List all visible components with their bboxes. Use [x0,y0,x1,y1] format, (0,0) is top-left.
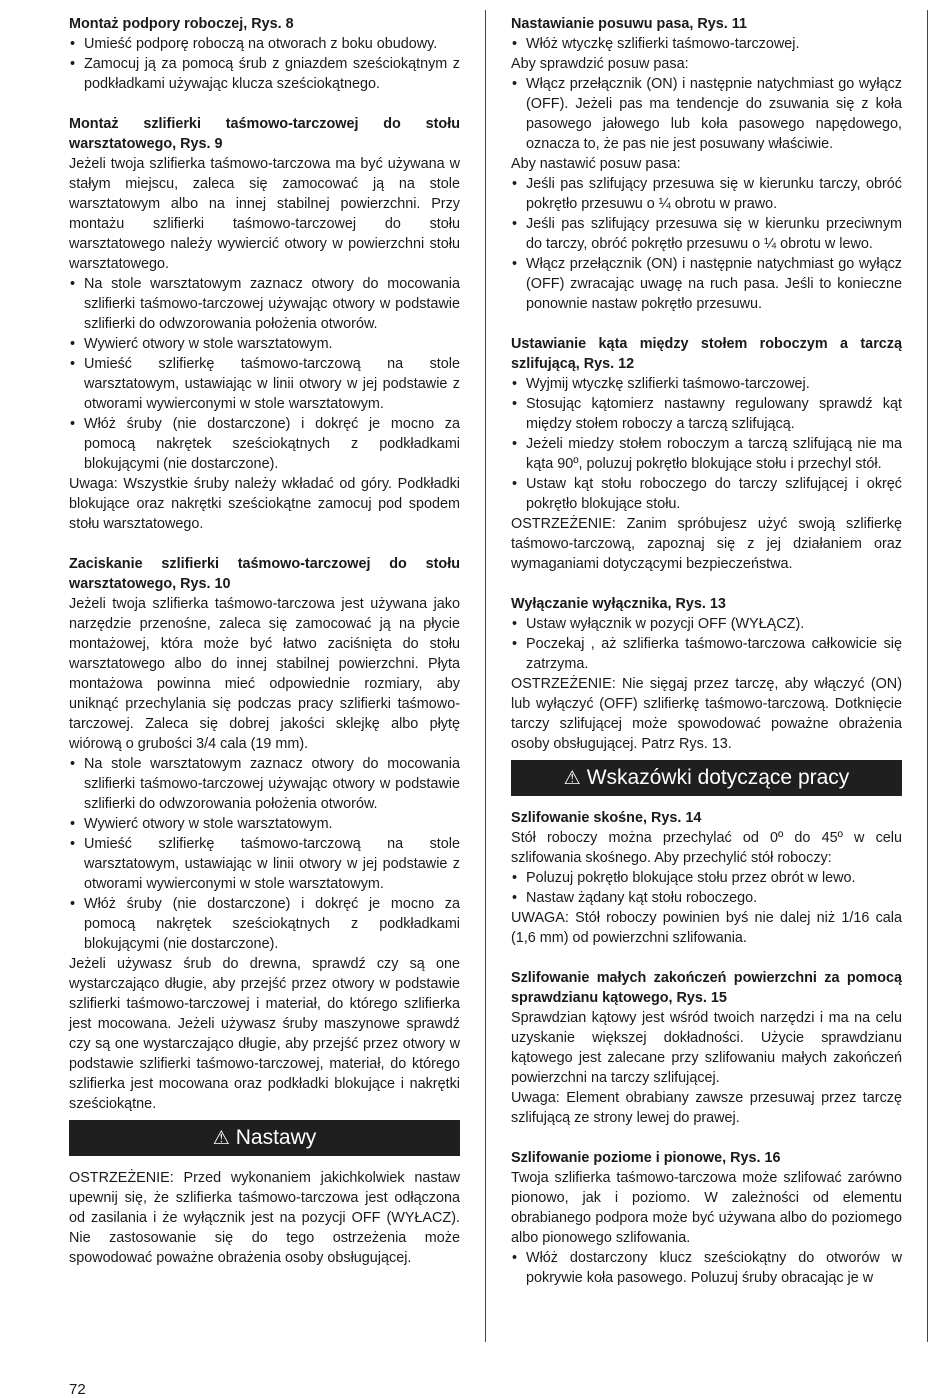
paragraph: Twoja szlifierka taśmowo-tarczowa może szlifować zarówno pionowo, jak i poziomo. W zależności od elementu obrabianego podpora może być używana albo do poziomego albo pionowego szlifowania. [511,1170,902,1246]
bullet-list [511,34,902,54]
section-heading: Montaż podpory roboczej, Rys. 8 [69,16,294,32]
list-item: • Umieść szlifierkę taśmowo-tarczową na stole warsztatowym, ustawiając w linii otwory w jej podstawie z otworami wywierconymi w stole warsztatowym. [69,834,460,894]
band-title: Wskazówki dotyczące pracy [586,766,850,789]
list-item: • Włóż śruby (nie dostarczone) i dokręć je mocno za pomocą nakrętek sześciokątnych z podkładkami blokującymi (nie dostarczone). [69,894,460,954]
list-item: • Jeśli pas szlifujący przesuwa się w kierunku tarczy, obróć pokrętło przesuwu o ¼ obrotu w prawo. [511,174,902,214]
note-paragraph: Uwaga: Wszystkie śruby należy wkładać od góry. Podkładki blokujące oraz nakrętki sześciokątne zamocuj pod spodem stołu warsztatowego. [69,476,460,532]
bullet-list [511,174,902,314]
section-heading: Ustawianie kąta między stołem roboczym a tarczą szlifującą, Rys. 12 [511,336,902,372]
right-column [511,14,902,1288]
list-item: • Stosując kątomierz nastawny regulowany sprawdź kąt między stołem roboczy a tarczą szlifującą. [511,394,902,434]
bullet-list [511,1248,902,1288]
paragraph: Stół roboczy można przechylać od 0º do 45º w celu szlifowania skośnego. Aby przechylić stół roboczy: [511,830,902,866]
section-heading: Montaż szlifierki taśmowo-tarczowej do stołu warsztatowego, Rys. 9 [69,116,460,152]
list-item: • Wyjmij wtyczkę szlifierki taśmowo-tarczowej. [511,374,902,394]
paragraph: Aby nastawić posuw pasa: [511,156,681,172]
list-item: • Włącz przełącznik (ON) i następnie natychmiast go wyłącz (OFF) zwracając uwagę na ruch pasa. Jeśli to konieczne ponownie nastaw pokrętło przesuwu. [511,254,902,314]
warning-triangle-icon: ⚠ [212,1128,230,1149]
warning-paragraph: OSTRZEŻENIE: Nie sięgaj przez tarczę, aby włączyć (ON) lub wyłączyć (OFF) szlifierkę taśmowo-tarczową. Dotknięcie tarczy szlifującej może spowodować poważne obrażenia osoby obsługującej. Patrz Rys. 13. [511,676,902,752]
list-item: • Wywierć otwory w stole warsztatowym. [69,334,460,354]
section-heading: Wyłączanie wyłącznika, Rys. 13 [511,596,726,612]
list-item: • Poluzuj pokrętło blokujące stołu przez obrót w lewo. [511,868,902,888]
bullet-list [69,754,460,954]
list-item: • Włącz przełącznik (ON) i następnie natychmiast go wyłącz (OFF). Jeżeli pas ma tendencje do zsuwania się z koła pasowego jałowego lub koła pasowego napędowego, oznacza to, że pas nie jest posuwany właściwie. [511,74,902,154]
left-column [69,14,460,1268]
paragraph: Aby sprawdzić posuw pasa: [511,56,689,72]
bullet-list [511,74,902,154]
section-heading: Nastawianie posuwu pasa, Rys. 11 [511,16,747,32]
list-item: • Włóż wtyczkę szlifierki taśmowo-tarczowej. [511,34,902,54]
paragraph: Jeżeli twoja szlifierka taśmowo-tarczowa ma być używana w stałym miejscu, zaleca się zamocować ją na stole warsztatowym albo na innej stabilnej powierzchni. Przy montażu szlifierki taśmowo-tarczowej do stołu warsztatowego należy wywiercić otwory w powierzchni stołu warsztatowego. [69,156,460,272]
bullet-list [511,614,902,674]
paragraph: Sprawdzian kątowy jest wśród twoich narzędzi i ma na celu uzyskanie większej dokładności. Użycie sprawdzianu kątowego jest zalecane przy szlifowaniu małych zakończeń powierzchni na tarczy szlifującej. [511,1010,902,1086]
warning-triangle-icon: ⚠ [563,768,581,789]
list-item: • Jeżeli miedzy stołem roboczym a tarczą szlifującą nie ma kąta 90º, poluzuj pokrętło blokujące stołu i przechyl stół. [511,434,902,474]
column-divider [485,10,486,1342]
section-heading: Zaciskanie szlifierki taśmowo-tarczowej do stołu warsztatowego, Rys. 10 [69,556,460,592]
section-heading: Szlifowanie małych zakończeń powierzchni za pomocą sprawdzianu kątowego, Rys. 15 [511,970,902,1006]
list-item: • Włóż śruby (nie dostarczone) i dokręć je mocno za pomocą nakrętek sześciokątnych z podkładkami blokującymi (nie dostarczone). [69,414,460,474]
list-item: • Poczekaj , aż szlifierka taśmowo-tarczowa całkowicie się zatrzyma. [511,634,902,674]
list-item: • Jeśli pas szlifujący przesuwa się w kierunku przeciwnym do tarczy, obróć pokrętło przesuwu o ¼ obrotu w lewo. [511,214,902,254]
section-heading: Szlifowanie skośne, Rys. 14 [511,810,702,826]
bullet-list [69,274,460,474]
bullet-list [69,34,460,94]
list-item: • Umieść podporę roboczą na otworach z boku obudowy. [69,34,460,54]
section-band-nastawy [69,1120,460,1156]
list-item: • Ustaw kąt stołu roboczego do tarczy szlifującej i okręć pokrętło blokujące stołu. [511,474,902,514]
section-band-wskazowki [511,760,902,796]
list-item: • Umieść szlifierkę taśmowo-tarczową na stole warsztatowym, ustawiając w linii otwory w jej podstawie z otworami wywierconymi w stole warsztatowym. [69,354,460,414]
page-edge-rule [927,10,928,1342]
list-item: • Nastaw żądany kąt stołu roboczego. [511,888,902,908]
bullet-list [511,374,902,514]
note-paragraph: Uwaga: Element obrabiany zawsze przesuwaj przez tarczę szlifującą ze strony lewej do prawej. [511,1090,902,1126]
section-heading: Szlifowanie poziome i pionowe, Rys. 16 [511,1150,781,1166]
list-item: • Wywierć otwory w stole warsztatowym. [69,814,460,834]
bullet-list [511,868,902,908]
list-item: • Ustaw wyłącznik w pozycji OFF (WYŁĄCZ). [511,614,902,634]
warning-paragraph: OSTRZEŻENIE: Przed wykonaniem jakichkolwiek nastaw upewnij się, że szlifierka taśmowo-tarczowa jest odłączona od zasilania i że wyłącznik jest na pozycji OFF (WYŁACZ). Nie zastosowanie się do tego ostrzeżenia może spowodować poważne obrażenia osoby obsługującej. [69,1170,460,1266]
list-item: • Na stole warsztatowym zaznacz otwory do mocowania szlifierki taśmowo-tarczowej używając otwory w podstawie szlifierki do odwzorowania położenia otworów. [69,754,460,814]
note-paragraph: UWAGA: Stół roboczy powinien byś nie dalej niż 1/16 cala (1,6 mm) od powierzchni szlifowania. [511,910,902,946]
list-item: • Na stole warsztatowym zaznacz otwory do mocowania szlifierki taśmowo-tarczowej używając otwory w podstawie szlifierki do odwzorowania położenia otworów. [69,274,460,334]
band-title: Nastawy [235,1126,317,1149]
list-item: • Włóż dostarczony klucz sześciokątny do otworów w pokrywie koła pasowego. Poluzuj śruby obracając je w [511,1248,902,1288]
paragraph: Jeżeli twoja szlifierka taśmowo-tarczowa jest używana jako narzędzie przenośne, zaleca się zamocować ją na płycie montażowej, która może być łatwo zaciśnięta do stołu warsztatowego albo do innej stabilnej powierzchni. Płyta montażowa powinna mieć odpowiednie rozmiary, aby uniknąć przechylania się podczas pracy szlifierki taśmowo-tarczowej. Zaleca się dobrej jakości sklejkę albo płytę wiórową o grubości 3/4 cala (19 mm). [69,596,460,752]
warning-paragraph: OSTRZEŻENIE: Zanim spróbujesz użyć swoją szlifierkę taśmowo-tarczową, zapoznaj się z jej działaniem oraz wymaganiami dotyczącymi bezpieczeństwa. [511,516,902,572]
list-item: • Zamocuj ją za pomocą śrub z gniazdem sześciokątnym z podkładkami używając klucza sześciokątnego. [69,54,460,94]
page-number: 72 [69,1381,86,1398]
note-paragraph: Jeżeli używasz śrub do drewna, sprawdź czy są one wystarczająco długie, aby przejść przez otwory w podstawie szlifierki taśmowo-tarczowej i materiał, do którego szlifierka jest mocowana. Jeżeli używasz śruby maszynowe sprawdź czy są one wystarczająco długie, aby przejść przez otwory w podstawie szlifierki taśmowo-tarczowej, materiał, do którego szlifierka jest mocowana oraz podkładki blokujące i nakrętki sześciokątne. [69,956,460,1112]
